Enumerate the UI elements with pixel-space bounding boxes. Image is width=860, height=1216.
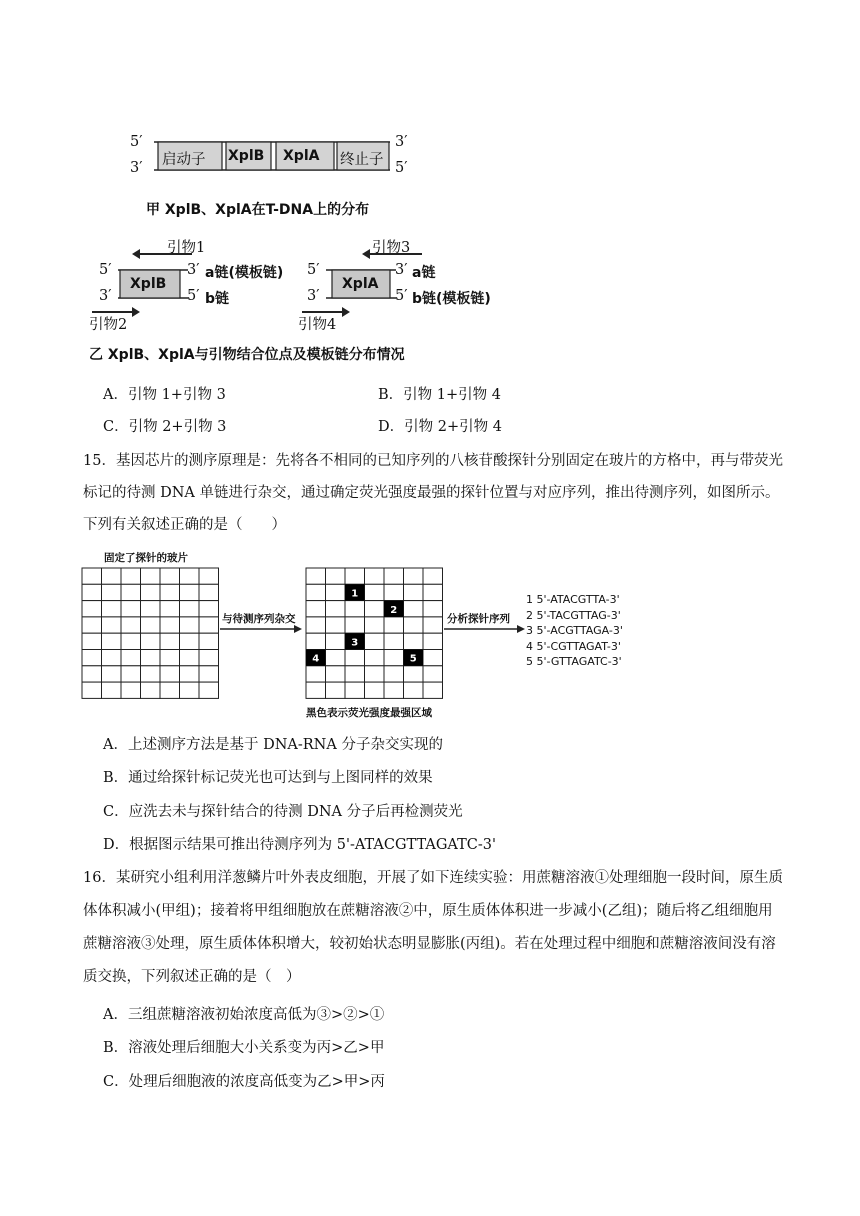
chip-cell	[423, 584, 443, 600]
chip-cell	[326, 584, 346, 600]
chip-cell	[199, 650, 219, 666]
chip-cell	[326, 568, 346, 584]
q14-option-a[interactable]: A．引物 1+引物 3	[103, 387, 226, 403]
b-strand-template-label: b链(模板链)	[412, 291, 491, 307]
chip-cell	[199, 617, 219, 633]
probe-sequence: 2 5'-TACGTTAG-3'	[526, 608, 621, 622]
chip-cell	[180, 666, 200, 682]
jia-bottom-right-end: 5′	[395, 160, 408, 176]
chip-cell	[365, 650, 385, 666]
yi-right-top-left-end: 5′	[307, 262, 320, 278]
chip-cell	[121, 584, 141, 600]
chip-cell	[160, 601, 180, 617]
chip-cell	[199, 666, 219, 682]
question-15-stem: 15．基因芯片的测序原理是：先将各不相同的已知序列的八核苷酸探针分别固定在玻片的方格中，再与带荧光标记的待测 DNA 单链进行杂交，通过确定荧光强度最强的探针位置与对应序列，推出待测序列，如图所示。下列有关叙述正确的是（ ）	[83, 453, 783, 533]
segment-xpla-label: XplA	[283, 148, 320, 164]
chip-cell	[141, 633, 161, 649]
chip-cell	[404, 666, 424, 682]
chip-cell	[121, 682, 141, 698]
q16-option-b[interactable]: B．溶液处理后细胞大小关系变为丙>乙>甲	[103, 1040, 385, 1056]
chip-cell	[306, 584, 326, 600]
chip-cell	[82, 617, 102, 633]
chip-cell	[121, 650, 141, 666]
jia-top-right-end: 3′	[395, 134, 408, 150]
segment-terminator-label: 终止子	[340, 152, 384, 168]
chip-cell	[404, 682, 424, 698]
primer1-label: 引物1	[167, 240, 206, 256]
chip-cell	[306, 617, 326, 633]
q16-option-c[interactable]: C．处理后细胞液的浓度高低变为乙>甲>丙	[103, 1074, 385, 1090]
q14-option-c[interactable]: C．引物 2+引物 3	[103, 419, 227, 435]
chip-cell	[384, 617, 404, 633]
chip-cell	[365, 666, 385, 682]
chip-cell	[326, 666, 346, 682]
chip-cell	[180, 584, 200, 600]
chip-cell	[102, 584, 122, 600]
chip-cell	[82, 682, 102, 698]
chip-cell	[141, 617, 161, 633]
yi-left-top-right-end: 3′	[187, 262, 200, 278]
chip-cell	[365, 682, 385, 698]
chip-cell	[160, 633, 180, 649]
chip-cell	[365, 633, 385, 649]
q14-option-d[interactable]: D．引物 2+引物 4	[378, 419, 502, 435]
chip-cell	[404, 601, 424, 617]
probe-slide-grid	[82, 568, 219, 698]
chip-cell	[326, 682, 346, 698]
chip-cell	[160, 682, 180, 698]
chip-cell	[180, 650, 200, 666]
yi-left-top-left-end: 5′	[99, 262, 112, 278]
yi-right-top-right-end: 3′	[395, 262, 408, 278]
q15-option-d[interactable]: D．根据图示结果可推出待测序列为 5'-ATACGTTAGATC-3'	[103, 837, 496, 853]
black-region-legend: 黑色表示荧光强度最强区域	[306, 707, 432, 719]
chip-cell	[404, 584, 424, 600]
segment-xplb-label: XplB	[228, 148, 265, 164]
chip-cell	[102, 682, 122, 698]
chip-cell	[82, 584, 102, 600]
chip-cell	[404, 633, 424, 649]
a-strand-label: a链	[412, 265, 436, 281]
chip-cell	[102, 650, 122, 666]
chip-cell	[365, 601, 385, 617]
xplb-label: XplB	[130, 276, 167, 292]
chip-cell	[306, 666, 326, 682]
chip-cell	[345, 682, 365, 698]
chip-cell	[345, 568, 365, 584]
chip-cell	[82, 666, 102, 682]
chip-cell	[141, 650, 161, 666]
chip-cell	[180, 617, 200, 633]
chip-cell	[160, 666, 180, 682]
yi-right-bottom-right-end: 5′	[395, 288, 408, 304]
figure-jia-caption: 甲 XplB、XplA在T-DNA上的分布	[146, 202, 370, 218]
chip-cell	[102, 633, 122, 649]
chip-cell	[141, 601, 161, 617]
chip-cell	[384, 633, 404, 649]
chip-cell	[384, 568, 404, 584]
chip-cell	[160, 617, 180, 633]
chip-cell	[160, 650, 180, 666]
primer4-label: 引物4	[298, 317, 337, 333]
chip-cell	[82, 601, 102, 617]
chip-cell	[326, 650, 346, 666]
probe-number: 3	[351, 637, 359, 649]
chip-cell	[160, 584, 180, 600]
chip-cell	[82, 633, 102, 649]
chip-cell	[199, 584, 219, 600]
yi-right-bottom-left-end: 3′	[307, 288, 320, 304]
question-16-stem: 16．某研究小组利用洋葱鳞片叶外表皮细胞，开展了如下连续实验：用蔗糖溶液①处理细胞一段时间，原生质体体积减小(甲组)；接着将甲组细胞放在蔗糖溶液②中，原生质体体积进一步减小(乙组)；随后将乙组细胞用蔗糖溶液③处理，原生质体体积增大，较初始状态明显膨胀(丙组)。若在处理过程中细胞和蔗糖溶液间没有溶质交换，下列叙述正确的是（ ）	[83, 870, 783, 985]
chip-cell	[326, 633, 346, 649]
chip-cell	[199, 601, 219, 617]
chip-cell	[121, 666, 141, 682]
chip-cell	[404, 568, 424, 584]
figure-yi-caption: 乙 XplB、XplA与引物结合位点及模板链分布情况	[89, 347, 405, 363]
jia-top-left-end: 5′	[130, 134, 143, 150]
chip-cell	[199, 568, 219, 584]
chip-cell	[102, 568, 122, 584]
probe-sequence: 4 5'-CGTTAGAT-3'	[526, 639, 621, 653]
probe-sequence: 3 5'-ACGTTAGA-3'	[526, 624, 623, 637]
chip-cell	[180, 682, 200, 698]
chip-cell	[365, 584, 385, 600]
chip-cell	[121, 568, 141, 584]
chip-cell	[326, 601, 346, 617]
chip-cell	[102, 666, 122, 682]
jia-bottom-left-end: 3′	[130, 160, 143, 176]
chip-cell	[82, 650, 102, 666]
q15-option-a[interactable]: A．上述测序方法是基于 DNA-RNA 分子杂交实现的	[103, 737, 443, 753]
q15-option-b[interactable]: B．通过给探针标记荧光也可达到与上图同样的效果	[103, 770, 433, 786]
chip-cell	[423, 601, 443, 617]
chip-cell	[199, 682, 219, 698]
chip-cell	[306, 601, 326, 617]
chip-cell	[423, 568, 443, 584]
chip-cell	[345, 617, 365, 633]
chip-cell	[180, 601, 200, 617]
primer3-label: 引物3	[372, 240, 411, 256]
chip-cell	[423, 633, 443, 649]
chip-cell	[160, 568, 180, 584]
chip-cell	[423, 666, 443, 682]
yi-left-bottom-right-end: 5′	[187, 288, 200, 304]
b-strand-label: b链	[205, 291, 230, 307]
probe-sequence-list	[526, 592, 623, 670]
chip-cell	[365, 568, 385, 584]
probe-sequence: 1 5'-ATACGTTA-3'	[526, 593, 620, 606]
yi-left-bottom-left-end: 3′	[99, 288, 112, 304]
chip-cell	[345, 666, 365, 682]
chip-cell	[306, 568, 326, 584]
probe-number: 1	[351, 588, 359, 600]
chip-cell	[384, 584, 404, 600]
chip-cell	[141, 584, 161, 600]
primer2-label: 引物2	[89, 317, 128, 333]
chip-cell	[384, 682, 404, 698]
chip-cell	[326, 617, 346, 633]
chip-cell	[82, 568, 102, 584]
chip-cell	[384, 666, 404, 682]
chip-cell	[121, 633, 141, 649]
slide-title: 固定了探针的玻片	[104, 552, 188, 564]
probe-sequence: 5 5'-GTTAGATC-3'	[526, 655, 622, 668]
a-strand-template-label: a链(模板链)	[205, 265, 284, 281]
hybridized-slide-grid	[306, 568, 443, 698]
chip-cell	[102, 601, 122, 617]
chip-cell	[423, 682, 443, 698]
chip-cell	[345, 601, 365, 617]
probe-number: 4	[312, 653, 320, 665]
chip-cell	[121, 617, 141, 633]
chip-cell	[423, 617, 443, 633]
chip-cell	[102, 617, 122, 633]
chip-cell	[141, 666, 161, 682]
analyze-arrow-label: 分析探针序列	[447, 613, 510, 625]
chip-cell	[404, 617, 424, 633]
chip-cell	[306, 682, 326, 698]
chip-cell	[423, 650, 443, 666]
chip-cell	[306, 633, 326, 649]
chip-cell	[180, 568, 200, 584]
probe-number: 5	[409, 653, 417, 665]
chip-cell	[345, 650, 365, 666]
chip-cell	[141, 682, 161, 698]
chip-cell	[141, 568, 161, 584]
chip-cell	[121, 601, 141, 617]
segment-promoter-label: 启动子	[162, 152, 206, 168]
xpla-label: XplA	[342, 276, 379, 292]
chip-cell	[365, 617, 385, 633]
chip-cell	[180, 633, 200, 649]
probe-number: 2	[390, 604, 398, 616]
hybridize-arrow-label: 与待测序列杂交	[222, 613, 296, 625]
q16-option-a[interactable]: A．三组蔗糖溶液初始浓度高低为③>②>①	[103, 1007, 385, 1023]
chip-cell	[384, 650, 404, 666]
q15-option-c[interactable]: C．应洗去未与探针结合的待测 DNA 分子后再检测荧光	[103, 804, 463, 820]
q14-option-b[interactable]: B．引物 1+引物 4	[378, 387, 501, 403]
chip-cell	[199, 633, 219, 649]
